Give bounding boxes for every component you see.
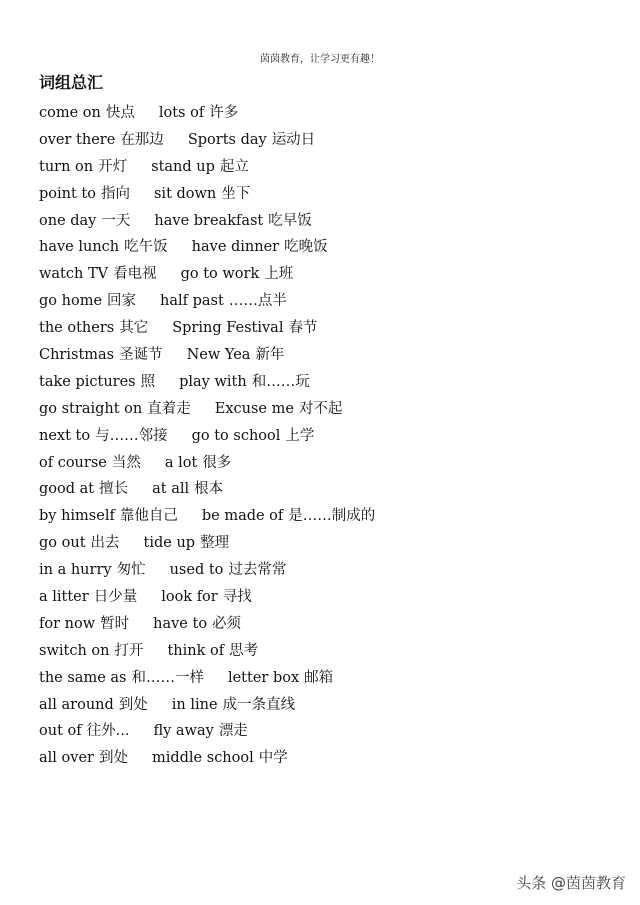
phrase-pair bbox=[187, 342, 285, 369]
phrase-pair bbox=[179, 369, 310, 396]
phrase-pair bbox=[39, 476, 128, 503]
phrase-english: Spring Festival bbox=[172, 320, 284, 337]
phrase-pair bbox=[39, 369, 155, 396]
phrase-pair bbox=[39, 665, 204, 692]
phrase-english: go out bbox=[39, 535, 86, 552]
phrase-pair bbox=[39, 745, 128, 772]
phrase-chinese: 整理 bbox=[200, 535, 230, 552]
phrase-english: turn on bbox=[39, 158, 94, 175]
phrase-pair bbox=[39, 611, 129, 638]
phrase-pair bbox=[39, 208, 130, 235]
phrase-row bbox=[39, 396, 375, 423]
phrase-chinese: 根本 bbox=[194, 481, 224, 498]
phrase-pair bbox=[172, 315, 317, 342]
phrase-pair bbox=[39, 154, 127, 181]
phrase-chinese: 照 bbox=[140, 373, 156, 390]
phrase-english: letter box bbox=[227, 669, 300, 686]
phrase-row bbox=[39, 638, 375, 665]
phrase-chinese: 到处 bbox=[118, 696, 148, 713]
phrase-chinese: 春节 bbox=[288, 320, 318, 337]
phrase-row bbox=[39, 718, 375, 745]
phrase-pair bbox=[39, 423, 168, 450]
phrase-chinese: 运动日 bbox=[271, 131, 316, 148]
phrase-chinese: 圣诞节 bbox=[119, 347, 163, 364]
phrase-row bbox=[39, 692, 375, 719]
phrase-chinese: 回家 bbox=[107, 293, 137, 310]
phrase-english: have lunch bbox=[39, 239, 120, 256]
phrase-chinese: 上学 bbox=[285, 427, 315, 444]
phrase-row bbox=[39, 450, 375, 477]
phrase-english: switch on bbox=[39, 642, 110, 659]
phrase-pair bbox=[172, 692, 295, 719]
phrase-chinese: 必须 bbox=[212, 615, 242, 632]
phrase-chinese: 过去常常 bbox=[228, 562, 287, 579]
phrase-english: think of bbox=[167, 642, 225, 659]
page-title: 词组总汇 bbox=[39, 73, 104, 92]
phrase-english: sit down bbox=[153, 185, 217, 202]
phrase-chinese: 和……玩 bbox=[251, 373, 310, 390]
phrase-english: have breakfast bbox=[154, 212, 264, 229]
phrase-english: middle school bbox=[151, 750, 254, 767]
phrase-english: of course bbox=[39, 454, 107, 471]
phrase-english: next to bbox=[39, 427, 91, 444]
phrase-english: look for bbox=[161, 589, 218, 606]
phrase-pair bbox=[167, 638, 258, 665]
phrase-pair bbox=[160, 288, 287, 315]
phrase-row bbox=[39, 745, 375, 772]
phrase-chinese: 坐下 bbox=[221, 185, 251, 202]
phrase-english: in a hurry bbox=[39, 562, 112, 579]
phrase-pair bbox=[39, 315, 148, 342]
phrase-pair bbox=[153, 718, 247, 745]
phrase-pair bbox=[39, 530, 120, 557]
source-watermark: 头条 @茵茵教育 bbox=[516, 874, 626, 892]
phrase-chinese: 打开 bbox=[114, 642, 144, 659]
phrase-english: a litter bbox=[39, 589, 89, 606]
phrase-row bbox=[39, 611, 375, 638]
phrase-pair bbox=[170, 557, 287, 584]
phrase-chinese: 起立 bbox=[219, 158, 249, 175]
phrase-pair bbox=[151, 154, 249, 181]
phrase-english: watch TV bbox=[39, 266, 109, 283]
phrase-chinese: 往外... bbox=[86, 723, 130, 740]
phrase-pair bbox=[192, 234, 328, 261]
phrase-english: all over bbox=[39, 750, 94, 767]
phrase-chinese: 和……一样 bbox=[131, 669, 204, 686]
phrase-english: go straight on bbox=[39, 400, 143, 417]
phrase-chinese: 思考 bbox=[229, 642, 259, 659]
phrase-english: point to bbox=[39, 185, 96, 202]
phrase-chinese: 日少量 bbox=[93, 589, 138, 606]
phrase-pair bbox=[39, 181, 130, 208]
page-header: 茵茵教育，让学习更有趣！ bbox=[260, 54, 380, 65]
phrase-row bbox=[39, 665, 375, 692]
phrase-chinese: 中学 bbox=[258, 750, 288, 767]
phrase-pair bbox=[153, 611, 241, 638]
phrase-english: for now bbox=[39, 615, 96, 632]
phrase-chinese: 邮箱 bbox=[304, 669, 334, 686]
phrase-chinese: ……点半 bbox=[228, 293, 287, 310]
phrase-row bbox=[39, 261, 375, 288]
phrase-pair bbox=[39, 261, 157, 288]
phrase-english: Christmas bbox=[39, 347, 115, 364]
phrase-row bbox=[39, 100, 375, 127]
phrase-english: a lot bbox=[164, 454, 198, 471]
phrase-row bbox=[39, 557, 375, 584]
phrase-chinese: 其它 bbox=[119, 320, 149, 337]
phrase-chinese: 暂时 bbox=[100, 615, 130, 632]
phrase-row bbox=[39, 503, 375, 530]
phrase-chinese: 匆忙 bbox=[116, 562, 146, 579]
phrase-chinese: 许多 bbox=[209, 105, 239, 121]
phrase-pair bbox=[154, 208, 311, 235]
phrase-pair bbox=[192, 423, 315, 450]
phrase-chinese: 寻找 bbox=[222, 589, 252, 606]
phrase-chinese: 吃早饭 bbox=[268, 212, 312, 229]
phrase-english: take pictures bbox=[39, 373, 136, 390]
phrase-english: stand up bbox=[151, 158, 215, 175]
phrase-pair bbox=[39, 127, 164, 154]
phrase-row bbox=[39, 234, 375, 261]
phrase-chinese: 成一条直线 bbox=[222, 696, 296, 713]
phrase-english: the others bbox=[39, 320, 115, 337]
phrase-pair bbox=[39, 692, 148, 719]
phrase-pair bbox=[152, 476, 223, 503]
phrase-row bbox=[39, 530, 375, 557]
phrase-english: fly away bbox=[153, 723, 214, 740]
phrase-english: out of bbox=[39, 723, 82, 740]
phrase-english: New Yea bbox=[186, 347, 251, 364]
phrase-chinese: 对不起 bbox=[298, 400, 343, 417]
phrase-english: over there bbox=[39, 131, 116, 148]
phrase-chinese: 吃晚饭 bbox=[284, 239, 328, 256]
phrase-pair bbox=[39, 100, 135, 127]
phrase-english: have to bbox=[153, 615, 208, 632]
phrase-row bbox=[39, 208, 375, 235]
phrase-english: have dinner bbox=[191, 239, 280, 256]
phrase-chinese: 一天 bbox=[101, 212, 131, 229]
phrase-chinese: 擅长 bbox=[99, 481, 129, 498]
phrase-row bbox=[39, 288, 375, 315]
phrase-english: play with bbox=[179, 373, 247, 390]
phrase-pair bbox=[39, 638, 143, 665]
phrase-english: lots of bbox=[158, 105, 205, 121]
phrase-chinese: 看电视 bbox=[113, 266, 157, 283]
phrase-list bbox=[39, 100, 375, 772]
phrase-pair bbox=[165, 450, 231, 477]
phrase-row bbox=[39, 154, 375, 181]
phrase-row bbox=[39, 181, 375, 208]
phrase-row bbox=[39, 315, 375, 342]
phrase-english: go home bbox=[39, 293, 103, 310]
phrase-row bbox=[39, 127, 375, 154]
phrase-chinese: 出去 bbox=[90, 535, 120, 552]
phrase-pair bbox=[39, 342, 163, 369]
phrase-pair bbox=[215, 396, 343, 423]
phrase-chinese: 到处 bbox=[98, 750, 128, 767]
phrase-row bbox=[39, 476, 375, 503]
phrase-row bbox=[39, 369, 375, 396]
phrase-chinese: 漂走 bbox=[218, 723, 248, 740]
phrase-chinese: 很多 bbox=[202, 454, 232, 471]
phrase-pair bbox=[39, 718, 129, 745]
phrase-chinese: 快点 bbox=[105, 105, 135, 121]
phrase-chinese: 新年 bbox=[255, 347, 285, 364]
phrase-english: at all bbox=[152, 481, 190, 498]
phrase-pair bbox=[39, 234, 168, 261]
phrase-chinese: 是……制成的 bbox=[288, 508, 376, 525]
phrase-chinese: 上班 bbox=[264, 266, 294, 283]
phrase-pair bbox=[39, 450, 141, 477]
phrase-english: in line bbox=[171, 696, 218, 713]
phrase-chinese: 吃午饭 bbox=[124, 239, 168, 256]
phrase-pair bbox=[202, 503, 375, 530]
phrase-pair bbox=[39, 288, 136, 315]
phrase-english: tide up bbox=[143, 535, 196, 552]
phrase-english: good at bbox=[39, 481, 95, 498]
phrase-pair bbox=[39, 396, 191, 423]
phrase-english: half past bbox=[160, 293, 224, 310]
phrase-pair bbox=[154, 181, 250, 208]
phrase-pair bbox=[39, 584, 137, 611]
phrase-chinese: 靠他自己 bbox=[119, 508, 178, 525]
phrase-pair bbox=[181, 261, 294, 288]
phrase-row bbox=[39, 584, 375, 611]
phrase-english: all around bbox=[39, 696, 114, 713]
phrase-pair bbox=[144, 530, 230, 557]
phrase-english: go to school bbox=[191, 427, 281, 444]
phrase-english: Sports day bbox=[187, 131, 267, 148]
phrase-chinese: 与……邻接 bbox=[95, 427, 168, 444]
phrase-pair bbox=[188, 127, 315, 154]
phrase-english: one day bbox=[39, 212, 97, 229]
phrase-english: by himself bbox=[39, 508, 115, 525]
phrase-pair bbox=[159, 100, 238, 127]
phrase-chinese: 当然 bbox=[111, 454, 141, 471]
phrase-english: go to work bbox=[180, 266, 260, 283]
phrase-pair bbox=[39, 557, 146, 584]
phrase-pair bbox=[39, 503, 178, 530]
phrase-chinese: 指向 bbox=[100, 185, 130, 202]
phrase-pair bbox=[161, 584, 252, 611]
phrase-chinese: 开灯 bbox=[98, 158, 128, 175]
phrase-chinese: 在那边 bbox=[120, 131, 164, 148]
phrase-english: Excuse me bbox=[214, 400, 294, 417]
phrase-row bbox=[39, 342, 375, 369]
phrase-pair bbox=[152, 745, 288, 772]
phrase-english: used to bbox=[169, 562, 224, 579]
phrase-english: the same as bbox=[39, 669, 127, 686]
phrase-english: come on bbox=[39, 105, 101, 121]
phrase-row bbox=[39, 423, 375, 450]
phrase-chinese: 直着走 bbox=[147, 400, 191, 417]
phrase-pair bbox=[228, 665, 333, 692]
phrase-english: be made of bbox=[201, 508, 284, 525]
